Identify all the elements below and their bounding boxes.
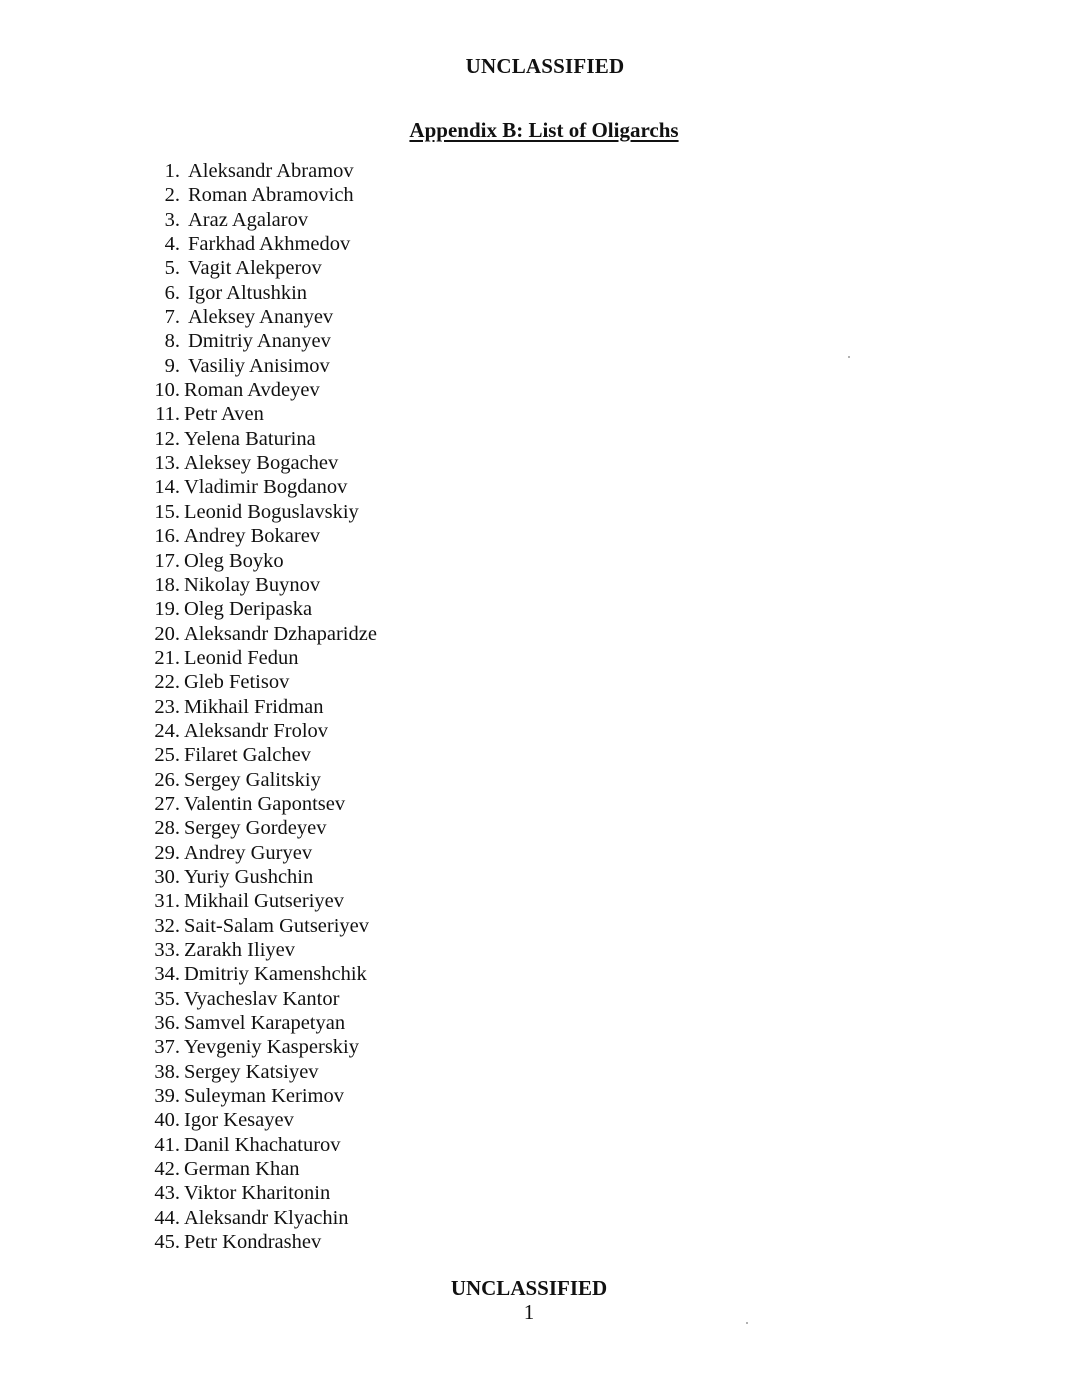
page-number: 1 xyxy=(523,1300,535,1324)
list-item-number: 16. xyxy=(154,525,180,548)
list-item-number: 4. xyxy=(164,233,180,256)
list-item-name: Nikolay Buynov xyxy=(184,573,321,596)
list-item-number: 19. xyxy=(154,598,180,621)
list-item-number: 37. xyxy=(154,1036,180,1059)
list-item-number: 45. xyxy=(154,1231,180,1254)
list-item-number: 41. xyxy=(154,1133,180,1156)
list-item-number: 12. xyxy=(154,427,180,450)
list-item xyxy=(140,1108,377,1132)
list-item xyxy=(140,402,377,426)
list-item xyxy=(140,1230,377,1254)
list-item-name: Suleyman Kerimov xyxy=(184,1085,344,1108)
list-item-name: Igor Kesayev xyxy=(184,1109,294,1132)
list-item-name: Andrey Guryev xyxy=(184,841,313,864)
list-item-number: 5. xyxy=(164,257,180,280)
list-item-number: 29. xyxy=(154,841,180,864)
list-item xyxy=(140,597,377,621)
list-item-name: Filaret Galchev xyxy=(184,744,311,767)
list-item xyxy=(140,329,377,353)
list-item-name: Petr Kondrashev xyxy=(184,1231,322,1254)
list-item-name: Mikhail Gutseriyev xyxy=(184,890,344,913)
list-item-number: 28. xyxy=(154,817,180,840)
list-item-name: Sait-Salam Gutseriyev xyxy=(184,914,370,937)
list-item-number: 13. xyxy=(154,452,180,475)
list-item-name: Vladimir Bogdanov xyxy=(184,476,348,499)
list-item-number: 11. xyxy=(155,403,180,426)
list-item xyxy=(140,695,377,719)
list-item xyxy=(140,938,377,962)
list-item-name: Danil Khachaturov xyxy=(184,1133,341,1156)
list-item xyxy=(140,1181,377,1205)
list-item xyxy=(140,1206,377,1230)
list-item xyxy=(140,1060,377,1084)
list-item xyxy=(140,889,377,913)
list-item-name: Valentin Gapontsev xyxy=(184,792,346,815)
list-item-name: Zarakh Iliyev xyxy=(184,939,295,961)
list-item-number: 21. xyxy=(154,646,180,669)
list-item-name: Andrey Bokarev xyxy=(184,525,321,548)
list-item-number: 2. xyxy=(164,184,180,207)
list-item-number: 9. xyxy=(164,354,180,377)
list-item-number: 38. xyxy=(154,1060,180,1083)
list-item-number: 20. xyxy=(154,622,180,645)
list-item-number: 44. xyxy=(154,1206,180,1229)
page-title: Appendix B: List of Oligarchs xyxy=(409,118,679,142)
list-item xyxy=(140,987,377,1011)
list-item-name: Aleksey Ananyev xyxy=(188,306,334,329)
list-item-number: 22. xyxy=(154,671,180,694)
list-item-name: Dmitriy Kamenshchik xyxy=(184,963,367,986)
list-item xyxy=(140,1084,377,1108)
list-item-name: Petr Aven xyxy=(184,403,264,426)
list-item xyxy=(140,1035,377,1059)
list-item-name: Oleg Deripaska xyxy=(184,598,313,621)
list-item xyxy=(140,622,377,646)
list-item-number: 34. xyxy=(154,963,180,986)
list-item-name: Samvel Karapetyan xyxy=(184,1012,346,1035)
list-item xyxy=(140,232,377,256)
classification-header: UNCLASSIFIED xyxy=(465,54,625,78)
list-item-number: 15. xyxy=(154,500,180,523)
list-item-number: 14. xyxy=(154,476,180,499)
list-item-number: 8. xyxy=(164,330,180,353)
list-item-number: 40. xyxy=(154,1109,180,1132)
list-item-name: Yelena Baturina xyxy=(184,427,316,450)
list-item-name: Aleksandr Frolov xyxy=(184,719,329,742)
list-item xyxy=(140,841,377,865)
list-item-number: 18. xyxy=(154,573,180,596)
list-item-number: 17. xyxy=(154,549,180,572)
list-item-name: Farkhad Akhmedov xyxy=(188,233,351,256)
list-item-number: 3. xyxy=(164,208,180,231)
list-item xyxy=(140,1157,377,1181)
list-item-name: Vasiliy Anisimov xyxy=(188,354,330,377)
oligarch-list xyxy=(140,159,377,1254)
list-item-name: Roman Abramovich xyxy=(188,184,354,207)
list-item-name: Sergey Galitskiy xyxy=(184,768,321,791)
scan-speck xyxy=(848,356,850,358)
scan-speck xyxy=(746,1322,748,1324)
list-item-number: 23. xyxy=(154,695,180,718)
list-item-name: Igor Altushkin xyxy=(188,281,308,304)
list-item-name: Yevgeniy Kasperskiy xyxy=(184,1036,360,1059)
list-item xyxy=(140,962,377,986)
list-item-name: Oleg Boyko xyxy=(184,549,284,572)
list-item-name: Leonid Boguslavskiy xyxy=(184,500,359,523)
list-item xyxy=(140,549,377,573)
list-item xyxy=(140,865,377,889)
list-item xyxy=(140,451,377,475)
list-item-number: 7. xyxy=(164,306,180,329)
list-item xyxy=(140,719,377,743)
list-item-number: 32. xyxy=(154,914,180,937)
list-item xyxy=(140,914,377,938)
list-item-number: 39. xyxy=(154,1085,180,1108)
list-item xyxy=(140,159,377,183)
list-item xyxy=(140,256,377,280)
list-item-name: Mikhail Fridman xyxy=(184,695,324,718)
list-item xyxy=(140,792,377,816)
list-item-number: 42. xyxy=(154,1158,180,1181)
list-item-number: 31. xyxy=(154,890,180,913)
list-item xyxy=(140,500,377,524)
list-item-number: 25. xyxy=(154,744,180,767)
list-item xyxy=(140,378,377,402)
list-item xyxy=(140,743,377,767)
list-item xyxy=(140,573,377,597)
list-item xyxy=(140,768,377,792)
list-item xyxy=(140,1133,377,1157)
list-item-name: Sergey Gordeyev xyxy=(184,817,327,840)
list-item xyxy=(140,208,377,232)
list-item-name: Aleksandr Abramov xyxy=(188,160,354,182)
list-item-name: Aleksandr Klyachin xyxy=(184,1206,349,1229)
list-item xyxy=(140,524,377,548)
list-item xyxy=(140,281,377,305)
list-item-name: German Khan xyxy=(184,1158,300,1181)
list-item xyxy=(140,427,377,451)
list-item xyxy=(140,816,377,840)
list-item-name: Viktor Kharitonin xyxy=(184,1182,331,1205)
list-item-name: Vagit Alekperov xyxy=(188,257,322,280)
list-item-number: 30. xyxy=(154,865,180,888)
list-item-name: Aleksandr Dzhaparidze xyxy=(184,622,377,645)
list-item-name: Vyacheslav Kantor xyxy=(184,987,340,1010)
list-item xyxy=(140,183,377,207)
list-item-name: Gleb Fetisov xyxy=(184,671,290,694)
list-item-name: Roman Avdeyev xyxy=(184,379,320,402)
list-item-name: Yuriy Gushchin xyxy=(184,865,314,888)
list-item xyxy=(140,475,377,499)
list-item-number: 24. xyxy=(154,719,180,742)
list-item-number: 33. xyxy=(154,939,180,961)
list-item-number: 6. xyxy=(164,281,180,304)
classification-footer: UNCLASSIFIED xyxy=(450,1276,608,1300)
list-item-number: 36. xyxy=(154,1012,180,1035)
list-item-number: 43. xyxy=(154,1182,180,1205)
list-item-number: 10. xyxy=(154,379,180,402)
list-item-name: Aleksey Bogachev xyxy=(184,452,339,475)
list-item-number: 35. xyxy=(154,987,180,1010)
list-item-number: 1. xyxy=(164,160,180,182)
list-item xyxy=(140,354,377,378)
list-item-name: Dmitriy Ananyev xyxy=(188,330,331,353)
list-item-name: Araz Agalarov xyxy=(188,208,309,231)
list-item-number: 27. xyxy=(154,792,180,815)
list-item-name: Sergey Katsiyev xyxy=(184,1060,319,1083)
list-item-number: 26. xyxy=(154,768,180,791)
list-item-name: Leonid Fedun xyxy=(184,646,299,669)
list-item xyxy=(140,670,377,694)
list-item xyxy=(140,305,377,329)
list-item xyxy=(140,1011,377,1035)
list-item xyxy=(140,646,377,670)
